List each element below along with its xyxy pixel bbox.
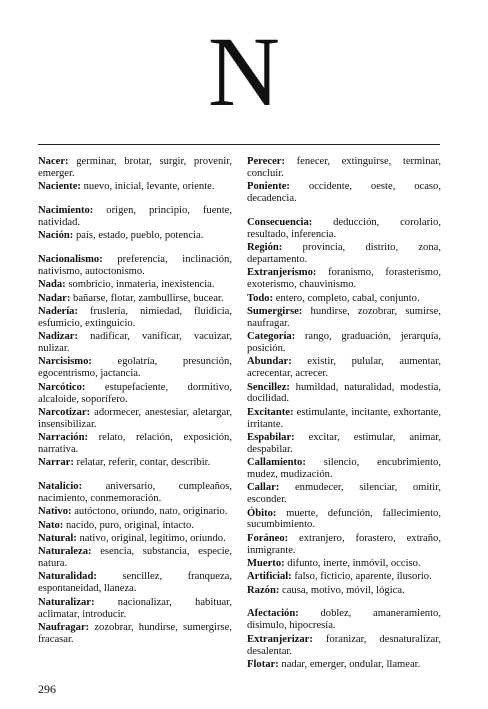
dictionary-entry — [247, 571, 441, 583]
dictionary-entry — [38, 546, 232, 570]
dictionary-entry — [247, 585, 441, 597]
entry-headword: Nacer: — [38, 156, 69, 167]
page-number: 296 — [38, 682, 56, 696]
entry-synonyms: adormecer, anestesiar, aletargar, insensibilizar. — [38, 406, 232, 430]
entry-synonyms: causa, motivo, móvil, lógica. — [279, 584, 405, 596]
dictionary-entry — [38, 481, 232, 505]
entry-headword: Callar: — [247, 482, 280, 494]
entry-headword: Nacionalismo: — [38, 254, 103, 266]
dictionary-entry — [247, 457, 441, 481]
entry-headword: Nada: — [38, 279, 66, 291]
dictionary-entry — [247, 181, 441, 205]
entry-synonyms: deducción, corolario, resultado, inferencia. — [247, 217, 441, 240]
entry-synonyms: rango, graduación, jerarquía, posición. — [247, 331, 441, 355]
right-column — [247, 156, 441, 672]
entry-synonyms: estimulante, incitante, exhortante, irritante. — [247, 406, 441, 430]
entry-synonyms: nativo, original, legítimo, oriundo. — [76, 532, 226, 544]
entry-synonyms: nuevo, inicial, levante, oriente. — [80, 181, 215, 193]
entry-headword: Sencillez: — [247, 381, 290, 393]
dictionary-entry — [247, 659, 441, 671]
entry-synonyms: relato, relación, exposición, narrativa. — [38, 432, 232, 455]
dictionary-entry — [247, 156, 441, 180]
entry-headword: Naufragar: — [38, 621, 90, 633]
dictionary-entry — [38, 622, 232, 646]
entry-headword: Nadería: — [38, 306, 79, 318]
entry-headword: Afectación: — [247, 608, 299, 620]
entry-headword: Nativo: — [38, 506, 72, 518]
dictionary-entry — [38, 533, 232, 545]
entry-headword: Naturalizar: — [38, 596, 95, 608]
entry-headword: Consecuencia: — [247, 217, 313, 229]
dictionary-entry — [38, 306, 232, 330]
entry-headword: Narcótico: — [38, 381, 86, 393]
dictionary-entry — [247, 356, 441, 380]
dictionary-entry — [247, 382, 441, 406]
entry-headword: Nacimiento: — [38, 205, 94, 217]
dictionary-entry — [38, 230, 232, 242]
entry-headword: Narcotizar: — [38, 406, 91, 418]
dictionary-entry — [38, 293, 232, 305]
dictionary-entry — [38, 181, 232, 193]
entry-headword: Naciente: — [38, 181, 81, 193]
entry-headword: Natalicio: — [38, 481, 83, 493]
entry-synonyms: autóctono, oriundo, nato, originario. — [71, 506, 228, 518]
entry-headword: Extranjerizar: — [247, 633, 313, 645]
entry-synonyms: sombricio, inmateria, inexistencia. — [65, 279, 215, 291]
entry-synonyms: hundirse, zozobrar, sumirse, naufragar. — [247, 305, 441, 329]
dictionary-entry — [247, 267, 441, 291]
entry-synonyms: occidente, oeste, ocaso, decadencia. — [247, 181, 441, 205]
entry-synonyms: esencia, substancia, especie, natura. — [38, 546, 232, 570]
dictionary-entry — [247, 242, 441, 266]
entry-headword: Natural: — [38, 532, 77, 544]
entry-headword: Todo: — [247, 292, 274, 304]
entry-synonyms: germinar, brotar, surgir, provenir, emerger. — [38, 156, 232, 179]
header-letter: N — [207, 16, 281, 127]
entry-synonyms: entero, completo, cabal, conjunto. — [273, 292, 420, 304]
entry-synonyms: falso, ficticio, aparente, ilusorio. — [291, 571, 432, 583]
entry-headword: Región: — [247, 242, 283, 254]
entry-headword: Nato: — [38, 519, 64, 531]
dictionary-entry — [247, 634, 441, 658]
entry-headword: Narrar: — [38, 457, 74, 469]
dictionary-entry — [38, 156, 232, 180]
entry-headword: Nadar: — [38, 292, 71, 304]
dictionary-entry — [38, 506, 232, 518]
entry-headword: Naturalidad: — [38, 571, 97, 583]
entry-synonyms: nacido, puro, original, intacto. — [63, 519, 194, 531]
entry-synonyms: excitar, estimular, animar, despabilar. — [247, 431, 441, 455]
entry-headword: Espabilar: — [247, 431, 295, 443]
entry-synonyms: egolatría, presunción, egocentrismo, jactancia. — [38, 356, 232, 380]
dictionary-entry — [38, 571, 232, 595]
left-column — [38, 156, 232, 647]
dictionary-entry — [38, 382, 232, 406]
header-rule — [38, 144, 440, 145]
dictionary-entry — [38, 597, 232, 621]
entry-synonyms: silencio, encubrimiento, mudez, mudización. — [247, 457, 441, 481]
dictionary-entry — [38, 407, 232, 431]
dictionary-entry — [247, 508, 441, 532]
entry-headword: Foráneo: — [247, 532, 289, 544]
entry-headword: Categoría: — [247, 331, 296, 343]
entry-synonyms: fenecer, extinguirse, terminar, concluir. — [247, 156, 441, 179]
entry-synonyms: nadar, emerger, ondular, llamear. — [278, 658, 421, 670]
entry-synonyms: enmudecer, silenciar, omitir, esconder. — [247, 482, 441, 506]
dictionary-entry — [247, 306, 441, 330]
dictionary-entry — [38, 356, 232, 380]
entry-headword: Abundar: — [247, 356, 292, 368]
entry-headword: Narcisismo: — [38, 356, 92, 368]
entry-synonyms: aniversario, cumpleaños, nacimiento, conmemoración. — [38, 481, 232, 505]
entry-synonyms: extranjero, forastero, extraño, inmigrante. — [247, 532, 441, 556]
entry-headword: Sumergirse: — [247, 305, 303, 317]
entry-synonyms: origen, principio, fuente, natividad. — [38, 205, 232, 229]
entry-synonyms: foranizar, desnaturalizar, desalentar. — [247, 633, 441, 657]
entry-headword: Artificial: — [247, 571, 292, 583]
dictionary-entry — [247, 482, 441, 506]
entry-synonyms: estupefaciente, dormitivo, alcaloide, soporífero. — [38, 381, 232, 405]
entry-synonyms: preferencia, inclinación, nativismo, autoctonismo. — [38, 254, 232, 278]
dictionary-entry — [247, 432, 441, 456]
dictionary-entry — [247, 533, 441, 557]
dictionary-entry — [38, 520, 232, 532]
entry-headword: Flotar: — [247, 658, 279, 670]
dictionary-entry — [247, 558, 441, 570]
entry-headword: Extranjerismo: — [247, 267, 317, 279]
dictionary-entry — [247, 293, 441, 305]
entry-headword: Nadizar: — [38, 331, 79, 343]
dictionary-entry — [247, 608, 441, 632]
entry-headword: Perecer: — [247, 156, 286, 167]
dictionary-entry — [38, 432, 232, 456]
entry-synonyms: sencillez, franqueza, espontaneidad, llaneza. — [38, 571, 232, 595]
entry-headword: Poniente: — [247, 181, 290, 193]
dictionary-entry — [38, 205, 232, 229]
entry-synonyms: nadificar, vanificar, vacuizar, nulizar. — [38, 331, 232, 355]
entry-headword: Muerto: — [247, 557, 285, 569]
entry-synonyms: provincia, distrito, zona, departamento. — [247, 242, 441, 266]
entry-headword: Razón: — [247, 584, 280, 596]
dictionary-entry — [247, 217, 441, 241]
entry-synonyms: humildad, naturalidad, modestia, docilidad. — [247, 381, 441, 405]
entry-synonyms: muerte, defunción, fallecimiento, sucumbimiento. — [247, 507, 441, 531]
entry-headword: Callamiento: — [247, 457, 306, 469]
entry-headword: Narración: — [38, 432, 89, 444]
entry-synonyms: zozobrar, hundirse, sumergirse, fracasar. — [38, 621, 232, 645]
entry-headword: Naturaleza: — [38, 546, 92, 558]
entry-headword: Nación: — [38, 230, 74, 242]
entry-headword: Óbito: — [247, 507, 277, 519]
entry-synonyms: país, estado, pueblo, potencia. — [73, 230, 204, 242]
entry-synonyms: bañarse, flotar, zambullirse, bucear. — [70, 292, 224, 304]
dictionary-entry — [247, 331, 441, 355]
entry-synonyms: relatar, referir, contar, describir. — [73, 457, 211, 469]
dictionary-entry — [38, 457, 232, 469]
entry-synonyms: fruslería, nimiedad, fluidicia, esfumicio, extinguicio. — [38, 306, 232, 329]
entry-synonyms: doblez, amaneramiento, disimulo, hipocresía. — [247, 608, 441, 632]
entry-synonyms: difunto, inerte, inmóvil, occiso. — [284, 557, 421, 569]
dictionary-entry — [38, 254, 232, 278]
entry-synonyms: foranismo, forasterismo, exoterismo, chauvinismo. — [247, 267, 441, 291]
dictionary-entry — [38, 331, 232, 355]
dictionary-entry — [247, 407, 441, 431]
entry-synonyms: nacionalizar, habituar, aclimatar, introducir. — [38, 596, 232, 620]
entry-headword: Excitante: — [247, 406, 294, 418]
entry-synonyms: existir, pulular, aumentar, acrecentar, acrecer. — [247, 356, 441, 380]
dictionary-entry — [38, 279, 232, 291]
